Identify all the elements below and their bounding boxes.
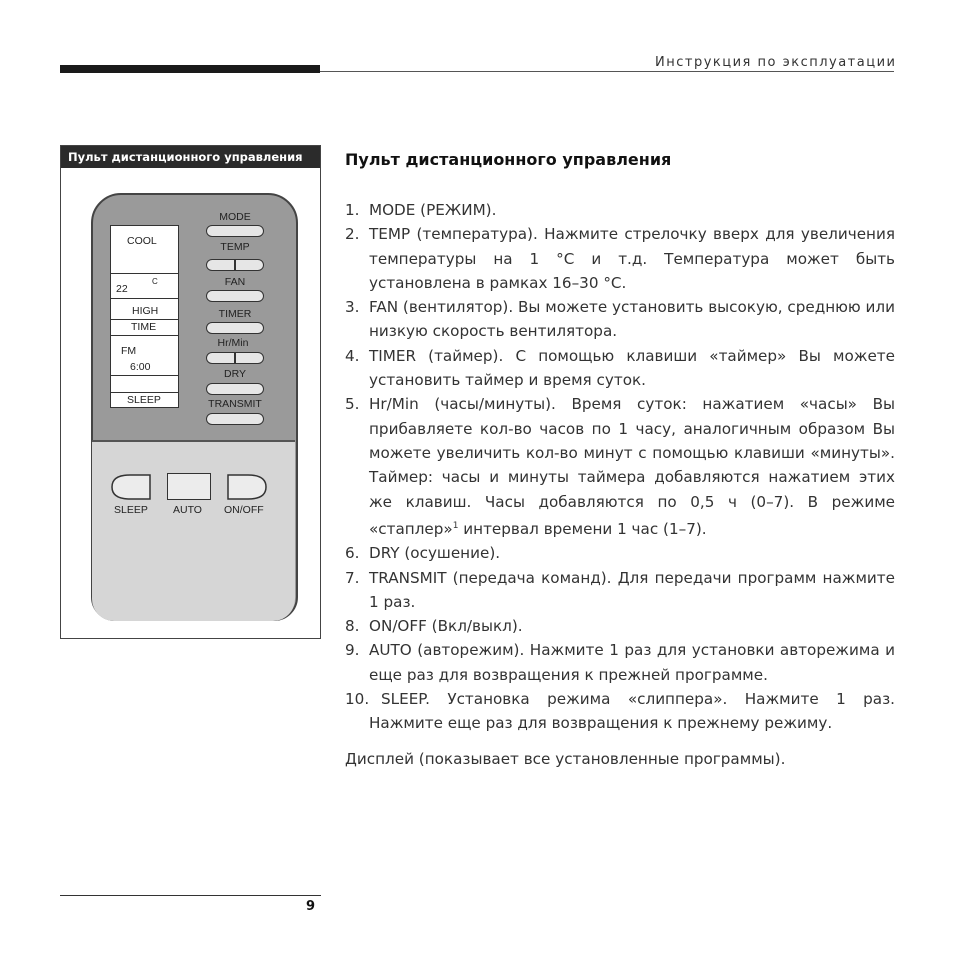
lcd-fan: HIGH [132,305,159,317]
item-text: MODE (РЕЖИМ). [369,201,497,219]
lcd-divider [110,319,179,320]
fan-button[interactable] [206,290,264,302]
lcd-fm: FM [121,345,137,357]
lcd-sleep: SLEEP [127,394,161,406]
item-text: TIMER (таймер). С помощью клавиши «таймер» Вы можете установить таймер и время суток. [369,346,895,390]
header-bar [60,65,320,73]
lcd-unit: C [152,277,158,286]
temp-button-divider [234,259,236,271]
item-text: AUTO (авторежим). Нажмите 1 раз для установки авторежима и еще раз для возвращения к прежней программе. [369,641,895,684]
section-title: Пульт дистанционного управления [345,150,672,169]
fan-label: FAN [224,276,246,288]
list-item [345,392,895,541]
lcd-divider [110,273,179,274]
item-number: 2. [345,225,360,244]
item-number: 8. [345,617,360,636]
item-text: Hr/Min (часы/минуты). Время суток: нажатием «часы» Вы прибавляете кол-во часов по 1 часу, аналогичным образом Вы можете увеличить кол-во минут с помощью клавиши «минуты». Таймер: часы и минуты таймера добавляются нажатием этих же клавиш. Часы добавляются по 0,5 ч (0–7). В режиме «стаплер» [369,395,895,538]
list-item [345,687,895,736]
item-number: 9. [345,641,360,660]
dry-button[interactable] [206,383,264,395]
auto-button[interactable] [167,473,211,500]
instructions-list [345,198,895,736]
list-item [345,614,895,638]
display-note: Дисплей (показывает все установленные программы). [345,750,786,768]
page-number: 9 [306,899,316,914]
lcd-time-label: TIME [131,321,157,333]
lcd-mode: COOL [127,235,157,247]
lcd-divider [110,298,179,299]
lcd-temp: 22 [116,283,128,295]
item-number: 5. [345,395,360,414]
item-number: 4. [345,346,360,365]
footnote-mark: 1 [452,520,459,531]
header-title: Инструкция по эксплуатации [655,55,897,70]
hrmin-button-divider [234,352,236,364]
list-item [345,222,895,295]
item-number: 6. [345,544,360,563]
remote-lower-body [92,440,295,621]
panel-title: Пульт дистанционного управления [61,146,320,168]
item-text-continued: интервал времени 1 час (1–7). [458,519,707,538]
item-text: DRY (осушение). [369,544,501,563]
item-number: 7. [345,568,360,587]
list-item [345,198,895,222]
header-rule [320,71,894,72]
hrmin-label: Hr/Min [217,337,249,349]
list-item [345,566,895,615]
footer-rule [60,895,321,896]
auto-label: AUTO [173,504,202,516]
item-text: ON/OFF (Вкл/выкл). [369,617,523,636]
item-text: FAN (вентилятор). Вы можете установить высокую, среднюю или низкую скорость вентилятора. [369,298,895,341]
mode-button[interactable] [206,225,264,237]
item-text: SLEEP. Установка режима «слиппера». Нажмите 1 раз. Нажмите еще раз для возвращения к прежнему режиму. [369,690,895,733]
timer-label: TIMER [218,308,252,320]
lcd-time: 6:00 [130,361,151,373]
list-item [345,295,895,344]
lcd-divider [110,392,179,393]
lcd-divider [110,375,179,376]
list-item [345,638,895,687]
temp-label: TEMP [220,241,250,253]
transmit-label: TRANSMIT [208,398,262,410]
item-number: 1. [345,201,360,219]
timer-button[interactable] [206,322,264,334]
item-number: 10. [345,690,370,708]
dry-label: DRY [224,368,246,380]
transmit-button[interactable] [206,413,264,425]
sleep-button[interactable] [110,474,152,500]
onoff-label: ON/OFF [224,504,264,516]
onoff-button[interactable] [226,474,268,500]
lcd-divider [110,335,179,336]
list-item [345,541,895,565]
item-text: TEMP (температура). Нажмите стрелочку вверх для увеличения температуры на 1 °С и т.д. Температура может быть установлена в рамках 16–30 °С. [369,225,895,292]
sleep-label: SLEEP [114,504,148,516]
mode-label: MODE [219,211,251,223]
item-text: TRANSMIT (передача команд). Для передачи программ нажмите 1 раз. [369,568,895,611]
list-item [345,344,895,393]
item-number: 3. [345,298,360,317]
